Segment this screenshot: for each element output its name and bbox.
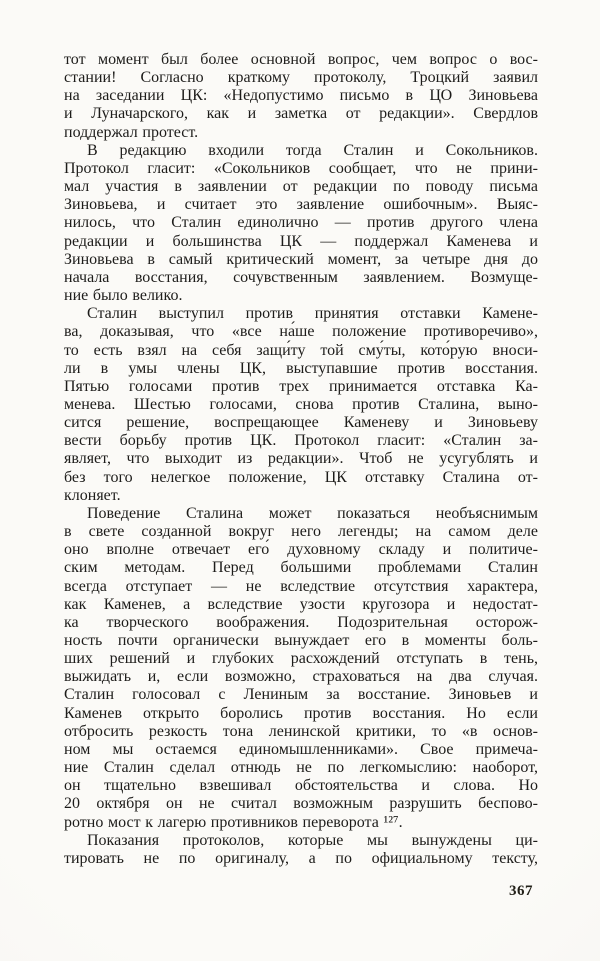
text-line: ка творческого воображения. Подозрительная осторож- — [64, 613, 538, 631]
text-line: сится решение, воспрещающее Каменеву и Зиновьеву — [64, 414, 538, 432]
text-line: начала восстания, сочувственным заявлением. Возмуще- — [64, 268, 538, 286]
text-line: стании! Согласно краткому протоколу, Троцкий заявил — [64, 69, 538, 87]
paragraph — [64, 832, 538, 868]
text-line: без того нелегкое положение, ЦК отставку Сталина от- — [64, 468, 538, 486]
text-line: тировать не по оригиналу, а по официальному тексту, — [64, 849, 538, 867]
text-line: 20 октября он не считал возможным разрушить беспово- — [64, 795, 538, 813]
text-line: Зиновьева, и считает это заявление ошибочным». Выяс- — [64, 196, 538, 214]
text-line: на заседании ЦК: «Недопустимо письмо в ЦО Зиновьева — [64, 87, 538, 105]
text-line: менева. Шестью голосами, снова против Сталина, выно- — [64, 395, 538, 413]
paragraph — [64, 142, 538, 305]
text-line: ли в умы члены ЦК, выступавшие против восстания. — [64, 359, 538, 377]
paragraph — [64, 305, 538, 505]
text-line: ва, доказывая, что «все на́ше положение противоречиво», — [64, 323, 538, 341]
text-line: редакции и большинства ЦК — поддержал Каменева и — [64, 232, 538, 250]
text-line: ние было велико. — [64, 287, 183, 305]
text-block — [64, 51, 538, 868]
text-line: являет, что выходит из редакции». Чтоб не усугублять и — [64, 450, 538, 468]
text-line: и Луначарского, как и заметка от редакции». Свердлов — [64, 105, 538, 123]
text-line: поддержал протест. — [64, 123, 199, 141]
text-line: мал участия в заявлении от редакции по поводу письма — [64, 178, 538, 196]
text-line: Сталин голосовал с Лениным за восстание. Зиновьев и — [64, 686, 538, 704]
text-line: ность почти органически вынуждает его в моменты боль- — [64, 632, 538, 649]
text-line: клоняет. — [64, 486, 121, 504]
text-line: тот момент был более основной вопрос, чем вопрос о вос- — [64, 51, 538, 68]
text-line: Зиновьева в самый критический момент, за четыре дня до — [64, 250, 538, 268]
page-number: 367 — [509, 883, 533, 899]
paragraph — [64, 505, 538, 832]
text-line: вести борьбу против ЦК. Протокол гласит: «Сталин за- — [64, 432, 538, 450]
text-line: оно вполне отвечает его́ духовному складу и политиче- — [64, 541, 538, 559]
text-line: ших решений и глубоких расхождений отступать в тень, — [64, 650, 538, 668]
paragraph — [64, 51, 538, 142]
text-line: нилось, что Сталин единолично — против другого члена — [64, 214, 538, 232]
text-line: он тщательно взвешивал обстоятельства и слова. Но — [64, 777, 538, 795]
text-line: ским методам. Перед большими проблемами Сталин — [64, 559, 538, 577]
text-line: в свете созданной вокруг него легенды; на самом деле — [64, 523, 538, 541]
text-line: Показания протоколов, которые мы вынуждены ци- — [87, 831, 538, 849]
text-line: выжидать и, если возможно, страховаться на два случая. — [64, 668, 538, 686]
text-line: всегда отступает — не вследствие отсутствия характера, — [64, 577, 538, 595]
text-line: Протокол гласит: «Сокольников сообщает, что не прини- — [64, 159, 538, 177]
text-line: Сталин выступил против принятия отставки Камене- — [87, 305, 538, 323]
text-line: ном мы остаемся единомышленниками». Свое примеча- — [64, 740, 538, 758]
text-line: то есть взял на себя защи́ту той сму́ты, кото́рую вноси- — [64, 341, 538, 359]
text-line: ротно мост к лагерю противников переворота ¹²⁷. — [64, 813, 403, 831]
text-line: Каменев открыто боролись против восстания. Но если — [64, 704, 538, 722]
text-line: Пятью голосами против трех принимается отставка Ка- — [64, 377, 538, 395]
text-line: отбросить резкость тона ленинской критики, то «в основ- — [64, 722, 538, 740]
text-line: ние Сталин сделал отнюдь не по легкомыслию: наоборот, — [64, 759, 538, 777]
text-line: как Каменев, а вследствие узости кругозора и недостат- — [64, 595, 538, 613]
text-line: Поведение Сталина может показаться необъяснимым — [87, 504, 538, 522]
text-line: В редакцию входили тогда Сталин и Сокольников. — [87, 141, 538, 159]
